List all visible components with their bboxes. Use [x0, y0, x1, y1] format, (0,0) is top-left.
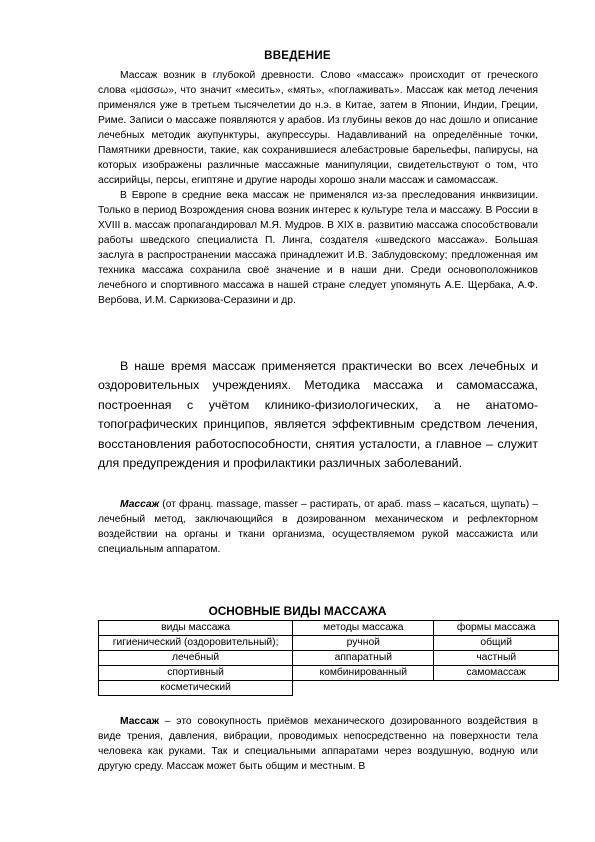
table-cell: спортивный: [99, 666, 293, 681]
table-cell: комбинированный: [293, 666, 434, 681]
table-cell: косметический: [99, 681, 293, 696]
bottom-text: – это совокупность приёмов механического дозированного воздействия в виде трения, давления, вибрации, проводимых непосредственно на поверхности тела человека как руками. Так и специальными аппаратами через воздушную, водную или другую среду. Массаж может быть общим и местным. В: [98, 716, 538, 772]
bottom-section: [98, 714, 538, 774]
table-header-row: [99, 621, 559, 636]
table-row: [99, 666, 559, 681]
table-cell: общий: [434, 636, 559, 651]
paragraph-europe: В Европе в средние века массаж не применялся из-за преследования инквизиции. Только в период Возрождения снова возник интерес к культуре тела и массажу. В России в XVIII в. массаж пропагандировал М.Я. Мудров. В XIX в. развитию массажа способствовали работы шведского специалиста П. Линга, создателя «шведского массажа». Большая заслуга в распространении массажа принадлежит И.В. Заблудовскому; предложенная им техника массажа сохранила своё значение и в наши дни. Среди основоположников лечебного и спортивного массажа в нашей стране следует упомянуть А.Е. Щербака, А.Ф. Вербова, И.М. Саркизова-Серазини и др.: [98, 190, 538, 306]
definition-term: Массаж: [120, 499, 160, 510]
table-header-cell: методы массажа: [293, 621, 434, 636]
history-section: [98, 68, 538, 308]
paragraph-definition: [98, 497, 538, 557]
table-cell: гигиенический (оздоровительный);: [99, 636, 293, 651]
table-row: [99, 681, 559, 696]
paragraph-bottom: [98, 714, 538, 774]
table-header-cell: виды массажа: [99, 621, 293, 636]
paragraph-origin: Массаж возник в глубокой древности. Слово «массаж» происходит от греческого слова «μασσω», что значит «месить», «мять», «поглаживать». Массаж как метод лечения применялся уже в третьем тысячелетии до н.э. в Китае, затем в Японии, Индии, Греции, Риме. Записи о массаже появляются у арабов. Из глубины веков до нас дошло и описание лечебных методик акупунктуры, акупрессуры. Надавливаний на определённые точки, Памятники древности, такие, как сохранившиеся алебастровые барельефы, папирусы, на которых изображены различные массажные манипуляции, свидетельствуют о том, что ассирийцы, персы, египтяне и другие народы хорошо знали массаж и самомассаж.: [98, 70, 538, 186]
table-row: [99, 651, 559, 666]
table-cell: ручной: [293, 636, 434, 651]
modern-section: [98, 357, 538, 473]
table-cell: самомассаж: [434, 666, 559, 681]
table-cell: [434, 681, 559, 696]
table-cell: аппаратный: [293, 651, 434, 666]
table-cell: лечебный: [99, 651, 293, 666]
table-row: [99, 636, 559, 651]
massage-types-table: [98, 620, 559, 696]
table-cell: [293, 681, 434, 696]
table-header-cell: формы массажа: [434, 621, 559, 636]
page-title: ВВЕДЕНИЕ: [264, 50, 331, 62]
paragraph-modern: В наше время массаж применяется практически во всех лечебных и оздоровительных учреждениях. Методика массажа и самомассажа, построенная с учётом клинико-физиологических, а не анатомо-топографических принципов, является эффективным средством лечения, восстановления работоспособности, снятия усталости, а главное – служит для предупреждения и профилактики различных заболеваний.: [98, 359, 538, 471]
definition-section: [98, 497, 538, 557]
table-title: ОСНОВНЫЕ ВИДЫ МАССАЖА: [208, 604, 387, 618]
bottom-term: Массаж: [120, 716, 160, 727]
definition-text: (от франц. massage, masser – растирать, от араб. mass – касаться, щупать) – лечебный метод, заключающийся в дозированном механическом и рефлекторном воздействии на органы и ткани организма, осуществляемом рукой массажиста или специальным аппаратом.: [98, 499, 538, 555]
table-cell: частный: [434, 651, 559, 666]
